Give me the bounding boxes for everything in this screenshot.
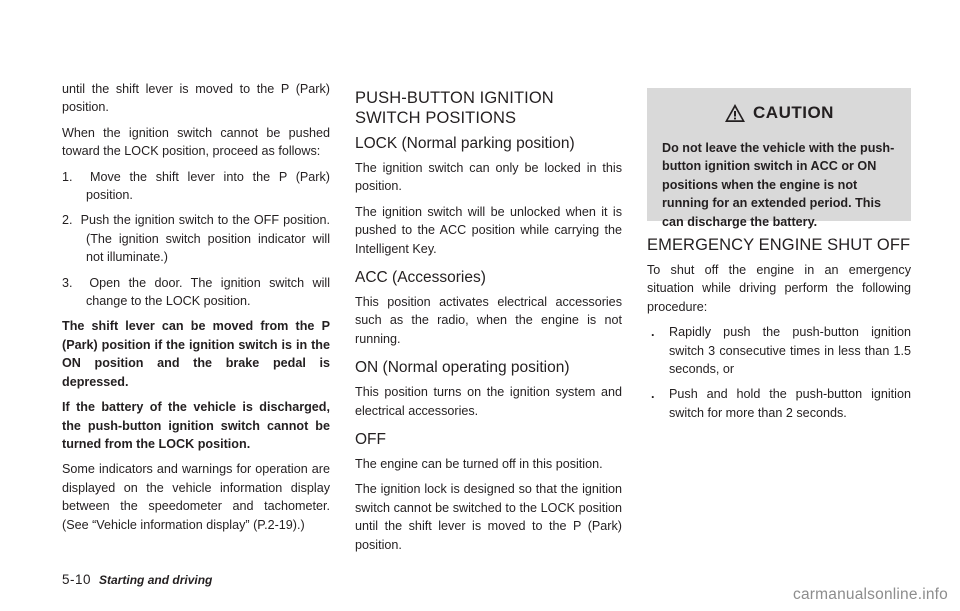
step-number: 1. (62, 169, 73, 184)
step-number: 3. (62, 275, 73, 290)
list-item (647, 323, 911, 378)
caution-header (647, 88, 911, 124)
column-left (62, 80, 330, 541)
step-item (62, 274, 330, 311)
paragraph: The engine can be turned off in this position. (355, 457, 603, 472)
step-text: Push the ignition switch to the OFF position. (The ignition switch position indicator will not illuminate.) (80, 213, 330, 265)
caution-text: Do not leave the vehicle with the push-button ignition switch in ACC or ON positions when the engine is not running for an extended period. This can discharge the battery. (662, 141, 895, 229)
paragraph: This position activates electrical accessories such as the radio, when the engine is not running. (355, 295, 622, 346)
bullet-dot: . (651, 387, 655, 402)
paragraph: The ignition switch can only be locked in this position. (355, 161, 622, 194)
caution-box (647, 88, 911, 229)
bullet-dot: . (651, 325, 655, 340)
list-item-text: Push and hold the push-button ignition switch for more than 2 seconds. (669, 387, 911, 420)
bold-note: If the battery of the vehicle is discharged, the push-button ignition switch cannot be turned from the LOCK position. (62, 400, 330, 451)
paragraph: This position turns on the ignition system and electrical accessories. (355, 385, 622, 418)
watermark: carmanualsonline.info (793, 586, 948, 603)
paragraph: To shut off the engine in an emergency situation while driving perform the following procedure: (647, 263, 911, 314)
step-item (62, 168, 330, 205)
subheading-off: OFF (355, 431, 386, 449)
caution-title: CAUTION (753, 102, 834, 122)
section-name: Starting and driving (99, 573, 213, 587)
paragraph: Some indicators and warnings for operation are displayed on the vehicle information display between the speedometer and tachometer. (See “Vehicle information display” (P.2-19).) (62, 462, 330, 532)
paragraph: The ignition lock is designed so that the ignition switch cannot be switched to the LOCK position until the shift lever is moved to the P (Park) position. (355, 482, 622, 552)
warning-triangle-icon (724, 103, 746, 123)
subheading-acc: ACC (Accessories) (355, 269, 486, 287)
section-heading: PUSH-BUTTON IGNITION SWITCH POSITIONS (355, 89, 554, 127)
list-item (647, 385, 911, 422)
step-text: Open the door. The ignition switch will change to the LOCK position. (86, 275, 330, 309)
step-number: 2. (62, 213, 73, 228)
section-heading: EMERGENCY ENGINE SHUT OFF (647, 236, 911, 254)
list-item-text: Rapidly push the push-button ignition switch 3 consecutive times in less than 1.5 seconds, or (669, 325, 911, 377)
subheading-on: ON (Normal operating position) (355, 359, 570, 377)
paragraph: The ignition switch will be unlocked when it is pushed to the ACC position while carrying the Intelligent Key. (355, 204, 622, 256)
column-right (647, 88, 911, 429)
column-middle (355, 88, 622, 561)
paragraph: until the shift lever is moved to the P (Park) position. (62, 82, 330, 115)
paragraph: When the ignition switch cannot be pushed toward the LOCK position, proceed as follows: (62, 125, 330, 159)
subheading-lock: LOCK (Normal parking position) (355, 135, 575, 152)
page-number: 5-10 (62, 572, 92, 587)
bold-note: The shift lever can be moved from the P (Park) position if the ignition switch is in the ON position and the brake pedal is depressed. (62, 319, 330, 389)
step-text: Move the shift lever into the P (Park) position. (86, 169, 330, 203)
step-item (62, 211, 330, 266)
page-footer (62, 572, 212, 587)
